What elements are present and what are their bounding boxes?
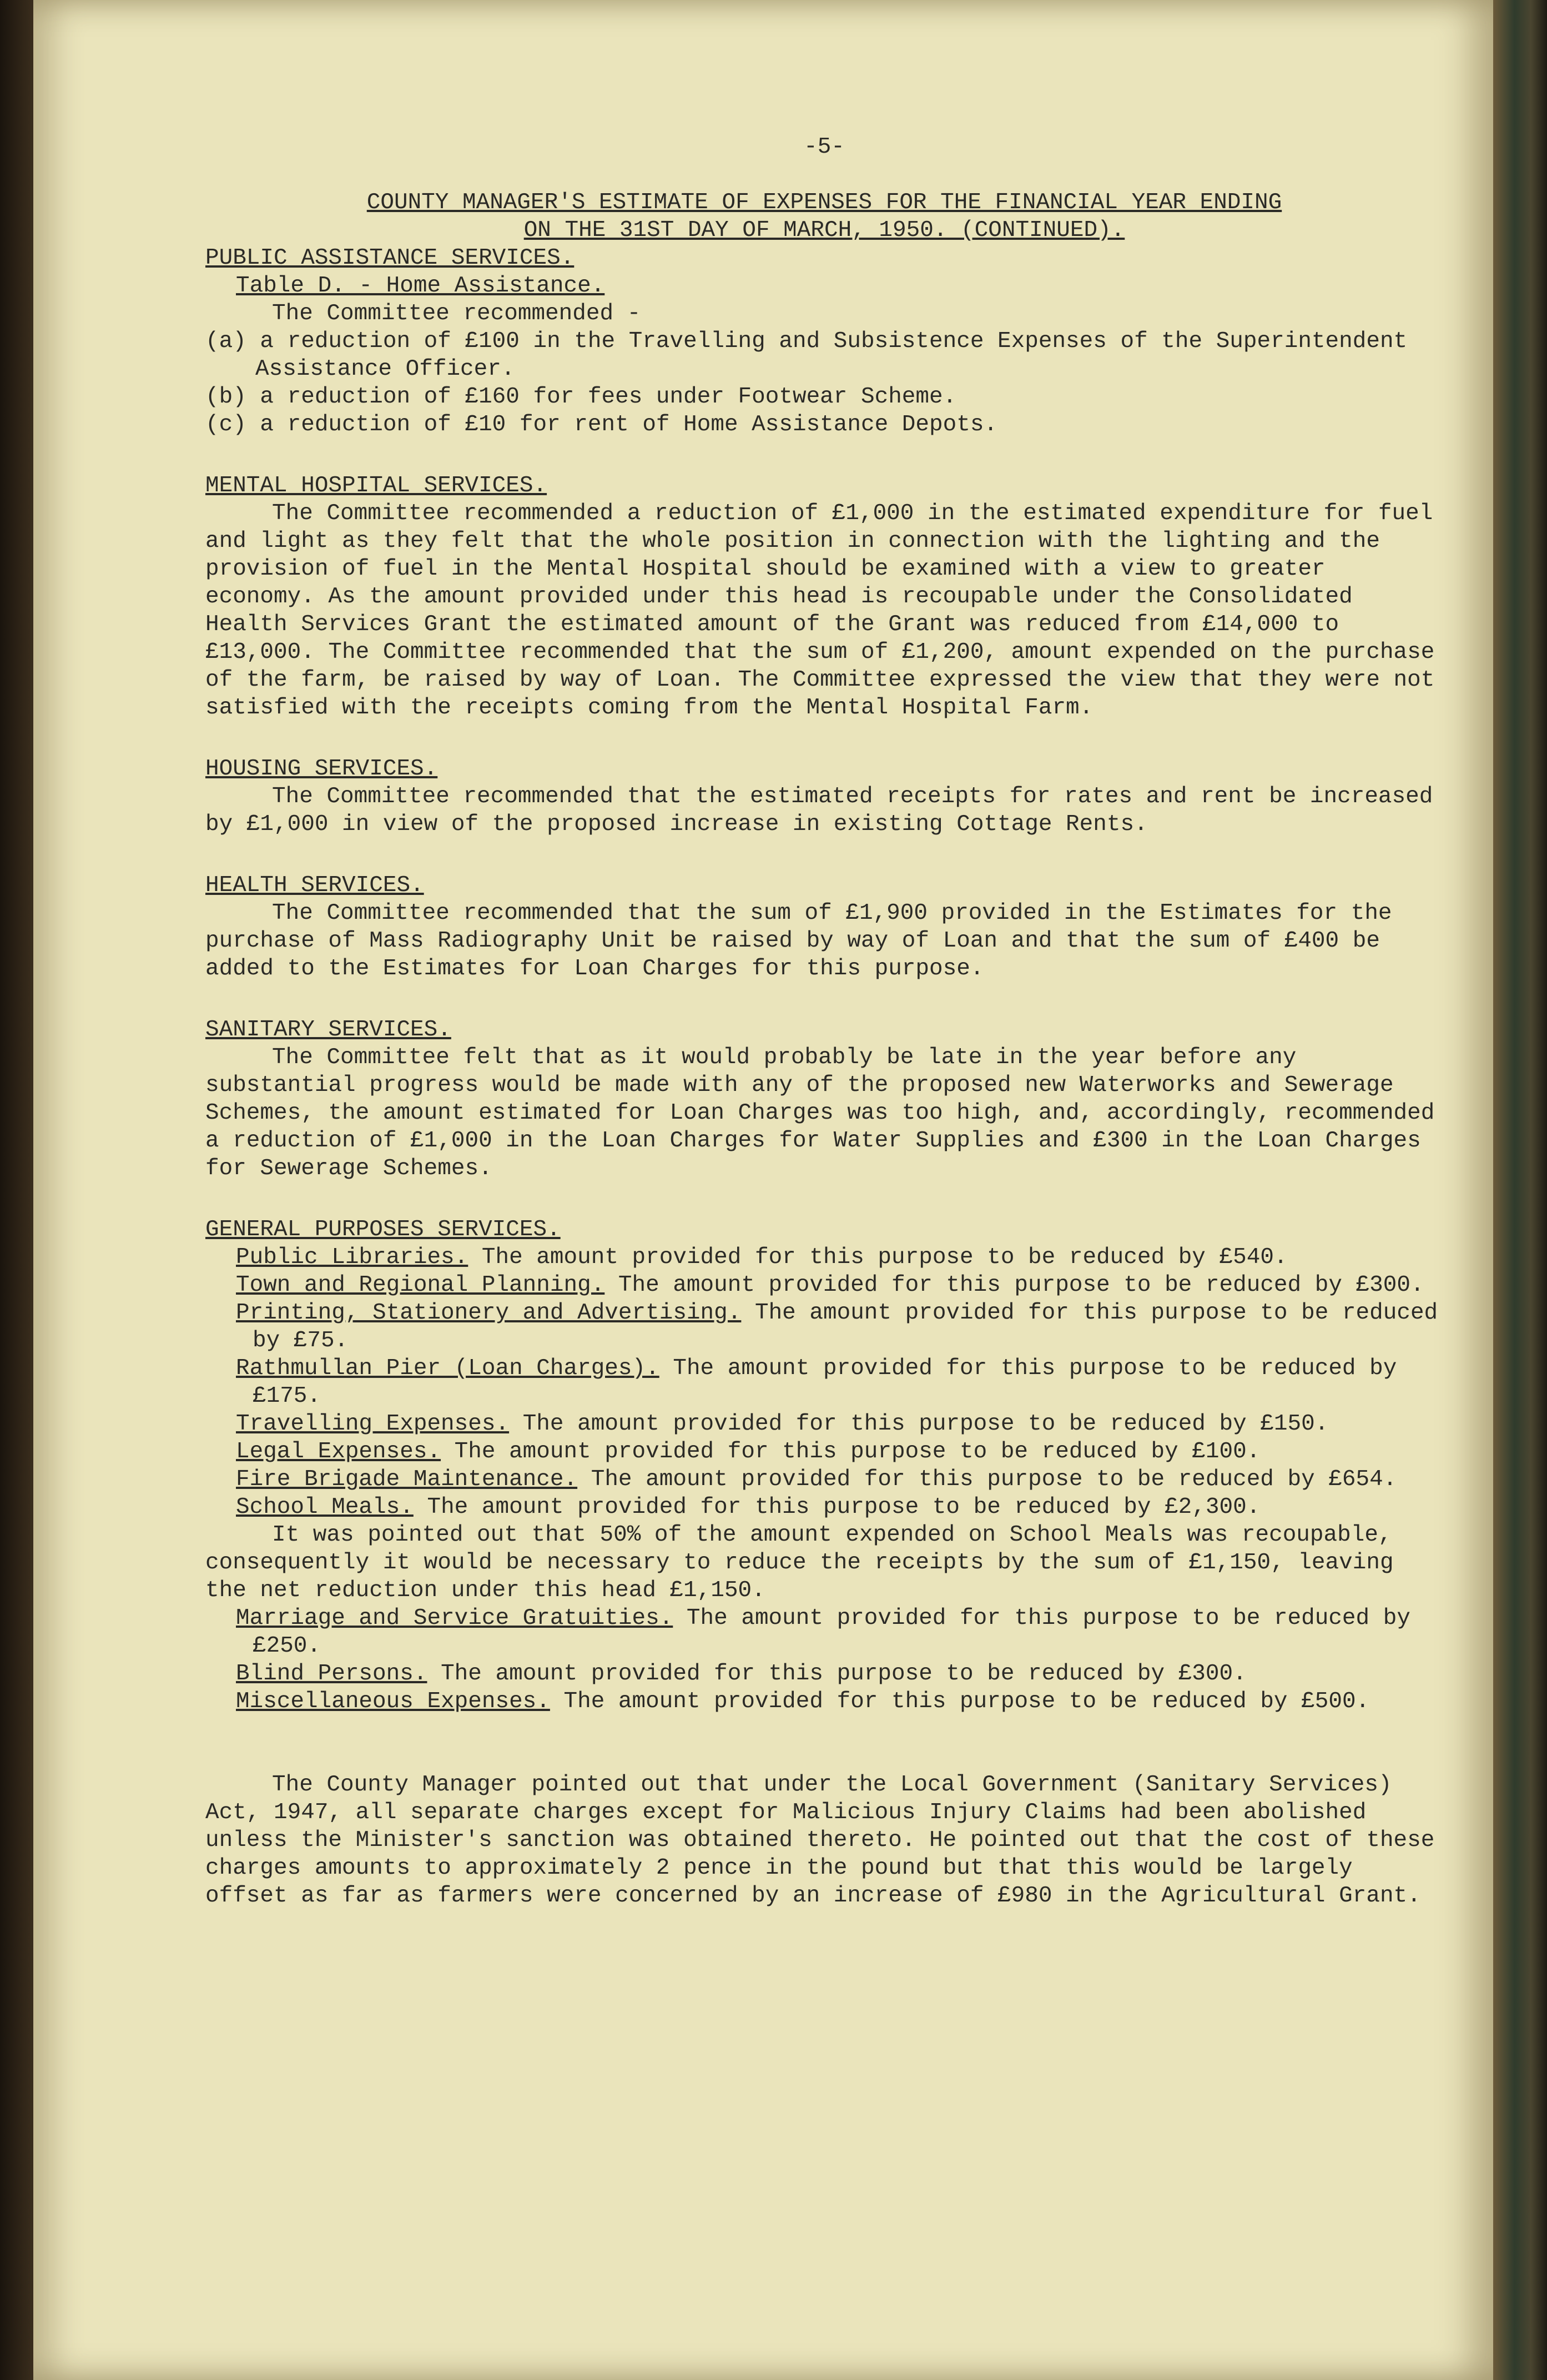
entry-text: The amount provided for this purpose to be reduced by £100. <box>441 1439 1261 1465</box>
budget-entry <box>236 1271 1443 1299</box>
entry-label: Public Libraries. <box>236 1245 468 1270</box>
recommendation-item: (a) a reduction of £100 in the Travelling and Subsistence Expenses of the Superintendent Assistance Officer. <box>205 329 1408 382</box>
entry-text: The amount provided for this purpose to be reduced by £250. <box>253 1606 1410 1659</box>
document-page <box>33 0 1493 2380</box>
entry-label: School Meals. <box>236 1495 414 1520</box>
book-binding-left <box>0 0 33 2380</box>
entry-text: The amount provided for this purpose to be reduced by £300. <box>604 1272 1424 1298</box>
entry-text: The amount provided for this purpose to be reduced by £175. <box>253 1356 1397 1409</box>
page-content <box>205 133 1443 1910</box>
entry-label: Travelling Expenses. <box>236 1411 510 1437</box>
entry-text: The amount provided for this purpose to be reduced by £150. <box>509 1411 1329 1437</box>
budget-entry <box>236 1466 1443 1493</box>
entry-label: Rathmullan Pier (Loan Charges). <box>236 1356 659 1381</box>
closing-paragraph: The County Manager pointed out that under the Local Government (Sanitary Services) Act, 1947, all separate charges except for Malicious Injury Claims had been abolished unless the Minister's sanction was obtained thereto. He pointed out that the cost of these charges amounts to approximately 2 pence in the pound but that this would be largely offset as far as farmers were concerned by an increase of £980 in the Agricultural Grant. <box>205 1772 1435 1909</box>
recommendation-intro: The Committee recommended - <box>272 301 641 326</box>
budget-entry <box>236 1244 1443 1271</box>
entry-label: Marriage and Service Gratuities. <box>236 1606 673 1631</box>
budget-entry <box>236 1660 1443 1688</box>
section-title: GENERAL PURPOSES SERVICES. <box>205 1217 561 1242</box>
section-title: HEALTH SERVICES. <box>205 873 424 898</box>
budget-entry <box>236 1355 1443 1410</box>
entry-label: Blind Persons. <box>236 1661 427 1687</box>
document-heading-line2: ON THE 31ST DAY OF MARCH, 1950. (CONTINUED). <box>523 218 1125 243</box>
budget-entry <box>236 1438 1443 1466</box>
section-health <box>205 872 1443 983</box>
section-housing <box>205 755 1443 838</box>
budget-entry <box>236 1410 1443 1438</box>
school-meals-note: It was pointed out that 50% of the amount expended on School Meals was recoupable, consequently it would be necessary to reduce the receipts by the sum of £1,150, leaving the net reduction under this head £1,150. <box>205 1522 1394 1603</box>
budget-entry <box>236 1299 1443 1355</box>
section-text: The Committee recommended that the estimated receipts for rates and rent be increased by £1,000 in view of the proposed increase in existing Cottage Rents. <box>205 784 1433 837</box>
entry-text: The amount provided for this purpose to be reduced by £654. <box>577 1467 1397 1492</box>
budget-entry <box>236 1493 1443 1521</box>
entry-text: The amount provided for this purpose to be reduced by £300. <box>427 1661 1247 1687</box>
book-binding-right <box>1493 0 1547 2380</box>
recommendation-item: (c) a reduction of £10 for rent of Home Assistance Depots. <box>205 412 998 437</box>
section-title: MENTAL HOSPITAL SERVICES. <box>205 473 547 499</box>
table-title: Table D. - Home Assistance. <box>236 273 605 299</box>
page-number: -5- <box>804 134 845 160</box>
budget-entry <box>236 1604 1443 1660</box>
section-title: PUBLIC ASSISTANCE SERVICES. <box>205 245 575 271</box>
recommendation-item: (b) a reduction of £160 for fees under Footwear Scheme. <box>205 384 957 410</box>
entry-label: Miscellaneous Expenses. <box>236 1689 550 1714</box>
section-title: SANITARY SERVICES. <box>205 1017 451 1043</box>
entry-label: Printing, Stationery and Advertising. <box>236 1300 742 1326</box>
entry-label: Legal Expenses. <box>236 1439 441 1465</box>
section-text: The Committee recommended a reduction of £1,000 in the estimated expenditure for fuel and light as they felt that the whole position in connection with the lighting and the provision of fuel in the Mental Hospital should be examined with a view to greater economy. As the amount provided under this head is recoupable under the Consolidated Health Services Grant the estimated amount of the Grant was reduced from £14,000 to £13,000. The Committee recommended that the sum of £1,200, amount expended on the purchase of the farm, be raised by way of Loan. The Committee expressed the view that they were not satisfied with the receipts coming from the Mental Hospital Farm. <box>205 501 1435 721</box>
section-mental-hospital <box>205 472 1443 722</box>
section-general-purposes <box>205 1216 1443 1715</box>
section-text: The Committee recommended that the sum of £1,900 provided in the Estimates for the purchase of Mass Radiography Unit be raised by way of Loan and that the sum of £400 be added to the Estimates for Loan Charges for this purpose. <box>205 900 1392 982</box>
entry-text: The amount provided for this purpose to be reduced by £540. <box>468 1245 1288 1270</box>
document-heading-line1: COUNTY MANAGER'S ESTIMATE OF EXPENSES FOR THE FINANCIAL YEAR ENDING <box>366 190 1282 215</box>
entry-label: Fire Brigade Maintenance. <box>236 1467 578 1492</box>
entry-label: Town and Regional Planning. <box>236 1272 605 1298</box>
section-public-assistance <box>205 244 1443 439</box>
budget-entry <box>236 1688 1443 1715</box>
section-title: HOUSING SERVICES. <box>205 756 438 782</box>
entry-text: The amount provided for this purpose to be reduced by £500. <box>550 1689 1370 1714</box>
section-text: The Committee felt that as it would probably be late in the year before any substantial progress would be made with any of the proposed new Waterworks and Sewerage Schemes, the amount estimated for Loan Charges was too high, and, accordingly, recommended a reduction of £1,000 in the Loan Charges for Water Supplies and £300 in the Loan Charges for Sewerage Schemes. <box>205 1045 1435 1181</box>
section-sanitary <box>205 1016 1443 1183</box>
entry-text: The amount provided for this purpose to be reduced by £75. <box>253 1300 1438 1353</box>
entry-text: The amount provided for this purpose to be reduced by £2,300. <box>413 1495 1261 1520</box>
